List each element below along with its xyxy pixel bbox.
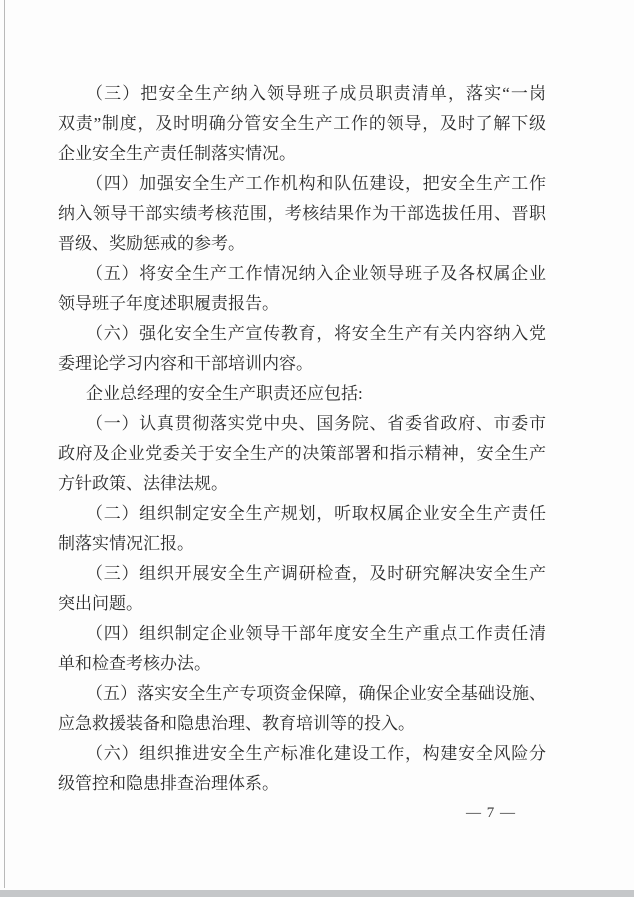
text-line: （二）组织制定安全生产规划，听取权属企业安全生产责任: [86, 504, 546, 523]
text-line: 单和检查考核办法。: [58, 654, 211, 673]
page-left-edge: [4, 0, 5, 888]
text-line: （五）将安全生产工作情况纳入企业领导班子及各权属企业: [86, 264, 546, 283]
text-line: （四）组织制定企业领导干部年度安全生产重点工作责任清: [86, 624, 546, 643]
text-line: 晋级、奖励惩戒的参考。: [58, 234, 245, 253]
text-line: 级管控和隐患排查治理体系。: [58, 774, 279, 793]
text-line: 制落实情况汇报。: [58, 534, 194, 553]
text-line: 应急救援装备和隐患治理、教育培训等的投入。: [58, 714, 415, 733]
text-line: 纳入领导干部实绩考核范围，考核结果作为干部选拔任用、晋职: [58, 204, 546, 223]
document-body: [58, 79, 546, 799]
text-line: （六）强化安全生产宣传教育，将安全生产有关内容纳入党: [86, 324, 546, 343]
text-line: 领导班子年度述职履责报告。: [58, 294, 279, 313]
text-line: （五）落实安全生产专项资金保障，确保企业安全基础设施、: [86, 684, 546, 703]
page-bottom-edge: [0, 890, 634, 897]
text-line: （三）组织开展安全生产调研检查，及时研究解决安全生产: [86, 564, 546, 583]
text-line: （六）组织推进安全生产标准化建设工作，构建安全风险分: [86, 744, 546, 763]
text-line: 双责”制度，及时明确分管安全生产工作的领导，及时了解下级: [58, 114, 546, 133]
text-line: 委理论学习内容和干部培训内容。: [58, 354, 313, 373]
text-line: （三）把安全生产纳入领导班子成员职责清单，落实“一岗: [86, 84, 546, 103]
text-line: 突出问题。: [58, 594, 143, 613]
page-number: — 7 —: [466, 805, 516, 821]
text-line: （四）加强安全生产工作机构和队伍建设，把安全生产工作: [86, 174, 546, 193]
text-line: 企业安全生产责任制落实情况。: [58, 144, 296, 163]
text-line: 政府及企业党委关于安全生产的决策部署和指示精神，安全生产: [58, 444, 546, 463]
text-line: （一）认真贯彻落实党中央、国务院、省委省政府、市委市: [86, 414, 546, 433]
text-line: 方针政策、法律法规。: [58, 474, 228, 493]
text-line: 企业总经理的安全生产职责还应包括:: [86, 384, 363, 403]
